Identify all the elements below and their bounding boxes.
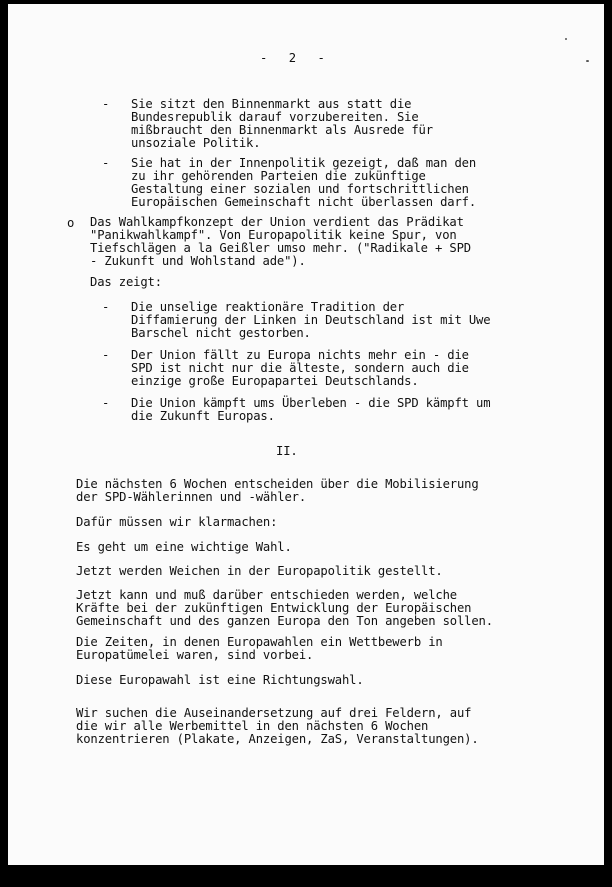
dash-marker: - (102, 348, 110, 362)
text-line: Das Wahlkampfkonzept der Union verdient das Prädikat (90, 215, 464, 229)
text-line: unsoziale Politik. (131, 136, 261, 150)
text-line: einzige große Europapartei Deutschlands. (131, 374, 419, 388)
text-line: Die nächsten 6 Wochen entscheiden über die Mobilisierung (76, 477, 479, 491)
text-line: konzentrieren (Plakate, Anzeigen, ZaS, Veranstaltungen). (76, 732, 479, 746)
text-line: zu ihr gehörenden Parteien die zukünftige (131, 169, 426, 183)
text-line: SPD ist nicht nur die älteste, sondern auch die (131, 361, 469, 375)
dash-marker: - (102, 300, 110, 314)
text-line: Bundesrepublik darauf vorzubereiten. Sie (131, 110, 419, 124)
scan-speck (586, 60, 589, 62)
text-line: die wir alle Werbemittel in den nächsten 6 Wochen (76, 719, 429, 733)
intro-das-zeigt: Das zeigt: (90, 275, 162, 289)
text-line: die Zukunft Europas. (131, 409, 275, 423)
text-line: "Panikwahlkampf". Von Europapolitik keine Spur, von (90, 228, 457, 242)
text-line: Der Union fällt zu Europa nichts mehr ein - die (131, 348, 469, 362)
text-line: der SPD-Wählerinnen und -wähler. (76, 490, 306, 504)
dash-marker: - (102, 97, 110, 111)
text-line: Jetzt kann und muß darüber entschieden werden, welche (76, 588, 457, 602)
paragraph-weichen: Jetzt werden Weichen in der Europapolitik gestellt. (76, 564, 443, 578)
text-line: Sie sitzt den Binnenmarkt aus statt die (131, 97, 412, 111)
section-heading: II. (276, 444, 298, 458)
text-line: Tiefschlägen a la Geißler umso mehr. ("Radikale + SPD (90, 241, 471, 255)
text-line: Europäischen Gemeinschaft nicht überlassen darf. (131, 195, 476, 209)
text-line: Die Union kämpft ums Überleben - die SPD kämpft um (131, 396, 491, 410)
paragraph-klarmachen: Dafür müssen wir klarmachen: (76, 515, 278, 529)
paragraph-wichtige-wahl: Es geht um eine wichtige Wahl. (76, 540, 292, 554)
text-line: mißbraucht den Binnenmarkt als Ausrede für (131, 123, 433, 137)
text-line: - Zukunft und Wohlstand ade"). (90, 254, 306, 268)
text-line: Gestaltung einer sozialen und fortschrittlichen (131, 182, 469, 196)
dash-marker: - (102, 156, 110, 170)
text-line: Die Zeiten, in denen Europawahlen ein Wettbewerb in (76, 635, 443, 649)
dash-marker: - (102, 396, 110, 410)
scan-speck (565, 38, 567, 40)
text-line: Diffamierung der Linken in Deutschland ist mit Uwe (131, 313, 491, 327)
text-line: Europatümelei waren, sind vorbei. (76, 648, 314, 662)
text-line: Gemeinschaft und des ganzen Europa den Ton angeben sollen. (76, 614, 493, 628)
text-line: Die unselige reaktionäre Tradition der (131, 300, 405, 314)
bullet-marker: o (67, 216, 75, 230)
text-line: Sie hat in der Innenpolitik gezeigt, daß man den (131, 156, 476, 170)
text-line: Barschel nicht gestorben. (131, 326, 311, 340)
paragraph-richtungswahl: Diese Europawahl ist eine Richtungswahl. (76, 673, 364, 687)
document-page (8, 4, 604, 865)
page-number: - 2 - (260, 51, 325, 65)
text-line: Kräfte bei der zukünftigen Entwicklung der Europäischen (76, 601, 472, 615)
text-line: Wir suchen die Auseinandersetzung auf drei Feldern, auf (76, 706, 472, 720)
